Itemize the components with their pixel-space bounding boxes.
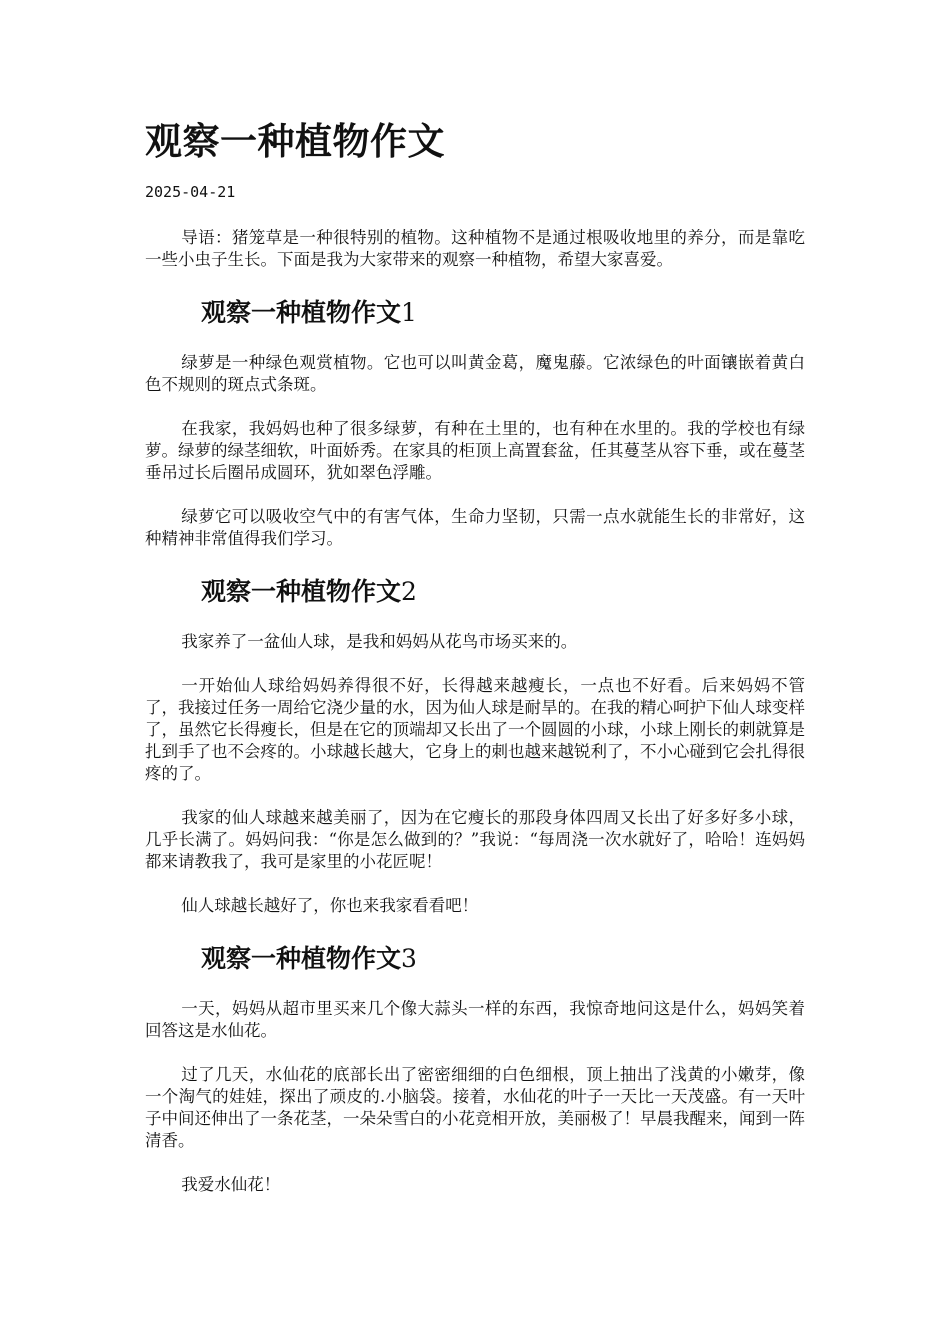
section-heading: [145, 296, 805, 330]
section-heading-text: 观察一种植物作文: [201, 298, 402, 327]
paragraph: 在我家，我妈妈也种了很多绿萝，有种在土里的，也有种在水里的。我的学校也有绿萝。绿萝的绿茎细软，叶面娇秀。在家具的柜顶上高置套盆，任其蔓茎从容下垂，或在蔓茎垂吊过长后圈吊成圆环，犹如翠色浮雕。: [145, 419, 805, 482]
paragraph: 绿萝它可以吸收空气中的有害气体，生命力坚韧，只需一点水就能生长的非常好，这种精神非常值得我们学习。: [145, 507, 805, 548]
essay-section-3: [145, 942, 805, 1196]
section-number: 3: [401, 944, 417, 973]
publish-date: 2025-04-21: [145, 183, 236, 201]
paragraph: 我家的仙人球越来越美丽了，因为在它瘦长的那段身体四周又长出了好多好多小球，几乎长满了。妈妈问我：“你是怎么做到的？”我说：“每周浇一次水就好了，哈哈！连妈妈都来请教我了，我可是家里的小花匠呢！: [145, 808, 805, 871]
document-page: [145, 112, 805, 1196]
paragraph: 绿萝是一种绿色观赏植物。它也可以叫黄金葛，魔鬼藤。它浓绿色的叶面镶嵌着黄白色不规则的斑点式条斑。: [145, 353, 805, 394]
paragraph: 仙人球越长越好了，你也来我家看看吧！: [181, 896, 479, 915]
section-heading: [145, 575, 805, 609]
section-number: 2: [401, 577, 417, 606]
paragraph: 一开始仙人球给妈妈养得很不好，长得越来越瘦长，一点也不好看。后来妈妈不管了，我接过任务一周给它浇少量的水，因为仙人球是耐旱的。在我的精心呵护下仙人球变样了，虽然它长得瘦长，但是在它的顶端却又长出了一个圆圆的小球，小球上刚长的刺就算是扎到手了也不会疼的。小球越长越大，它身上的刺也越来越锐利了，不小心碰到它会扎得很疼的了。: [145, 676, 805, 783]
essay-section-1: [145, 296, 805, 550]
section-number: 1: [401, 298, 417, 327]
page-title: 观察一种植物作文: [145, 119, 445, 163]
essay-section-2: [145, 575, 805, 917]
paragraph: 一天，妈妈从超市里买来几个像大蒜头一样的东西，我惊奇地问这是什么，妈妈笑着回答这是水仙花。: [145, 999, 805, 1040]
paragraph: 我爱水仙花！: [181, 1175, 281, 1194]
intro-paragraph: 导语：猪笼草是一种很特别的植物。这种植物不是通过根吸收地里的养分，而是靠吃一些小虫子生长。下面是我为大家带来的观察一种植物，希望大家喜爱。: [145, 228, 805, 269]
paragraph: 过了几天，水仙花的底部长出了密密细细的白色细根，顶上抽出了浅黄的小嫩芽，像一个淘气的娃娃，探出了顽皮的.小脑袋。接着，水仙花的叶子一天比一天茂盛。有一天叶子中间还伸出了一条花茎，一朵朵雪白的小花竞相开放，美丽极了！早晨我醒来，闻到一阵清香。: [145, 1065, 805, 1150]
section-heading: [145, 942, 805, 976]
section-heading-text: 观察一种植物作文: [201, 944, 402, 973]
paragraph: 我家养了一盆仙人球，是我和妈妈从花鸟市场买来的。: [181, 632, 578, 651]
section-heading-text: 观察一种植物作文: [201, 577, 402, 606]
